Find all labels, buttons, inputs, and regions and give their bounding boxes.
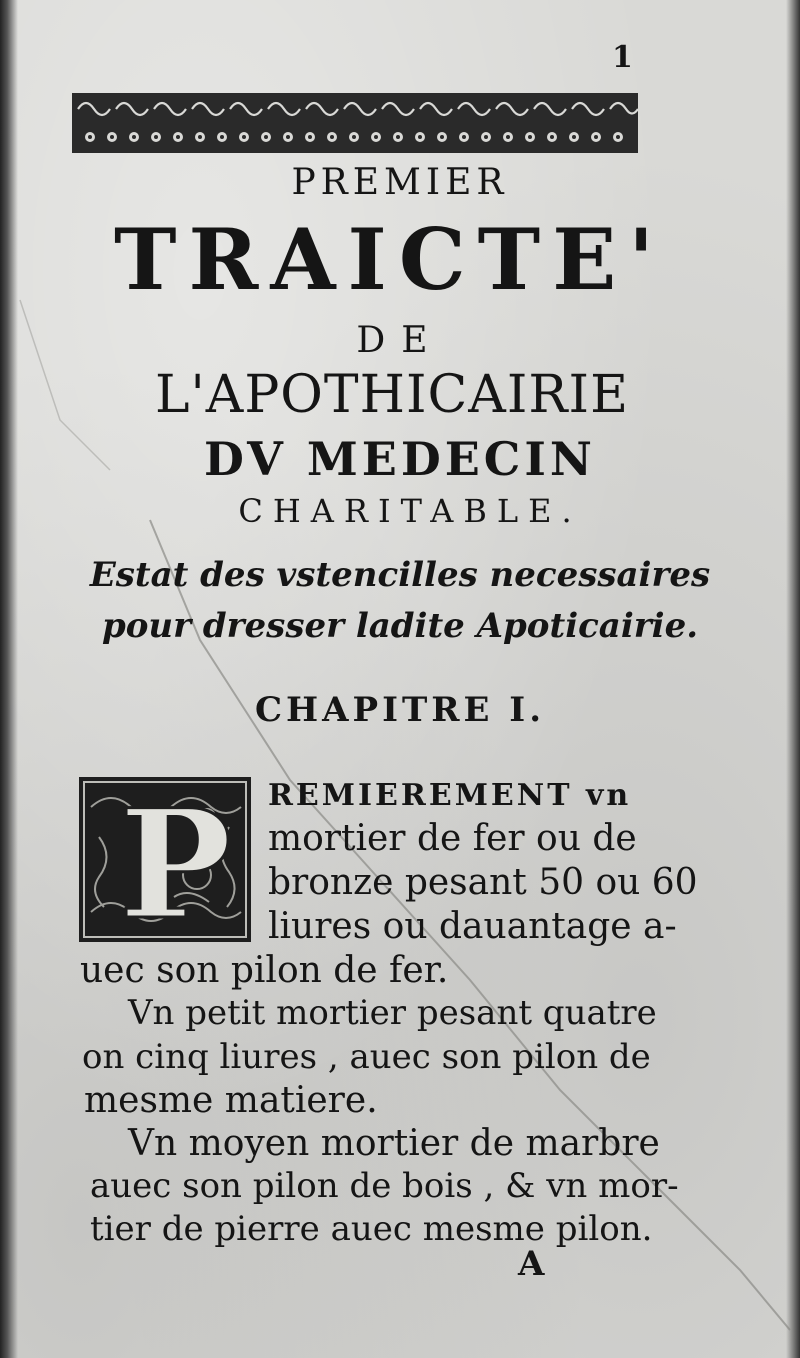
ornamental-border-icon (72, 93, 638, 153)
page-number: 1 (612, 40, 633, 75)
catchword: A (518, 1244, 545, 1284)
body-line-2: mortier de fer ou de (268, 818, 637, 859)
subtitle-line-2: pour dresser ladite Apoticairie. (101, 606, 699, 646)
body-line-10: auec son pilon de bois , & vn mor- (90, 1166, 679, 1206)
chapter-heading: CHAPITRE I. (254, 690, 546, 730)
page-right-edge-shadow (786, 0, 800, 1358)
title-apothicairie: L'APOTHICAIRIE (154, 365, 630, 425)
body-line-7: on cinq liures , auec son pilon de (82, 1037, 651, 1077)
body-line-5: uec son pilon de fer. (80, 950, 449, 991)
title-charitable: CHARITABLE. (238, 492, 582, 530)
title-de: DE (356, 320, 444, 361)
title-traicte: TRAICTE' (114, 210, 666, 309)
body-line-6: Vn petit mortier pesant quatre (128, 993, 657, 1033)
body-line-9: Vn moyen mortier de marbre (128, 1123, 660, 1164)
body-line-3: bronze pesant 50 ou 60 (268, 862, 698, 903)
body-line-1: REMIEREMENT vn (268, 778, 632, 813)
title-medecin: DV MEDECIN (204, 432, 596, 486)
body-line-4: liures ou dauantage a- (268, 906, 677, 947)
subtitle-line-1: Estat des vstencilles necessaires (89, 555, 711, 595)
title-premier: PREMIER (291, 162, 509, 203)
dropcap-letter: P (119, 777, 232, 942)
page-left-edge-shadow (0, 0, 18, 1358)
body-line-8: mesme matiere. (84, 1080, 378, 1121)
decorated-initial-icon (79, 777, 251, 942)
body-line-11: tier de pierre auec mesme pilon. (90, 1209, 653, 1249)
